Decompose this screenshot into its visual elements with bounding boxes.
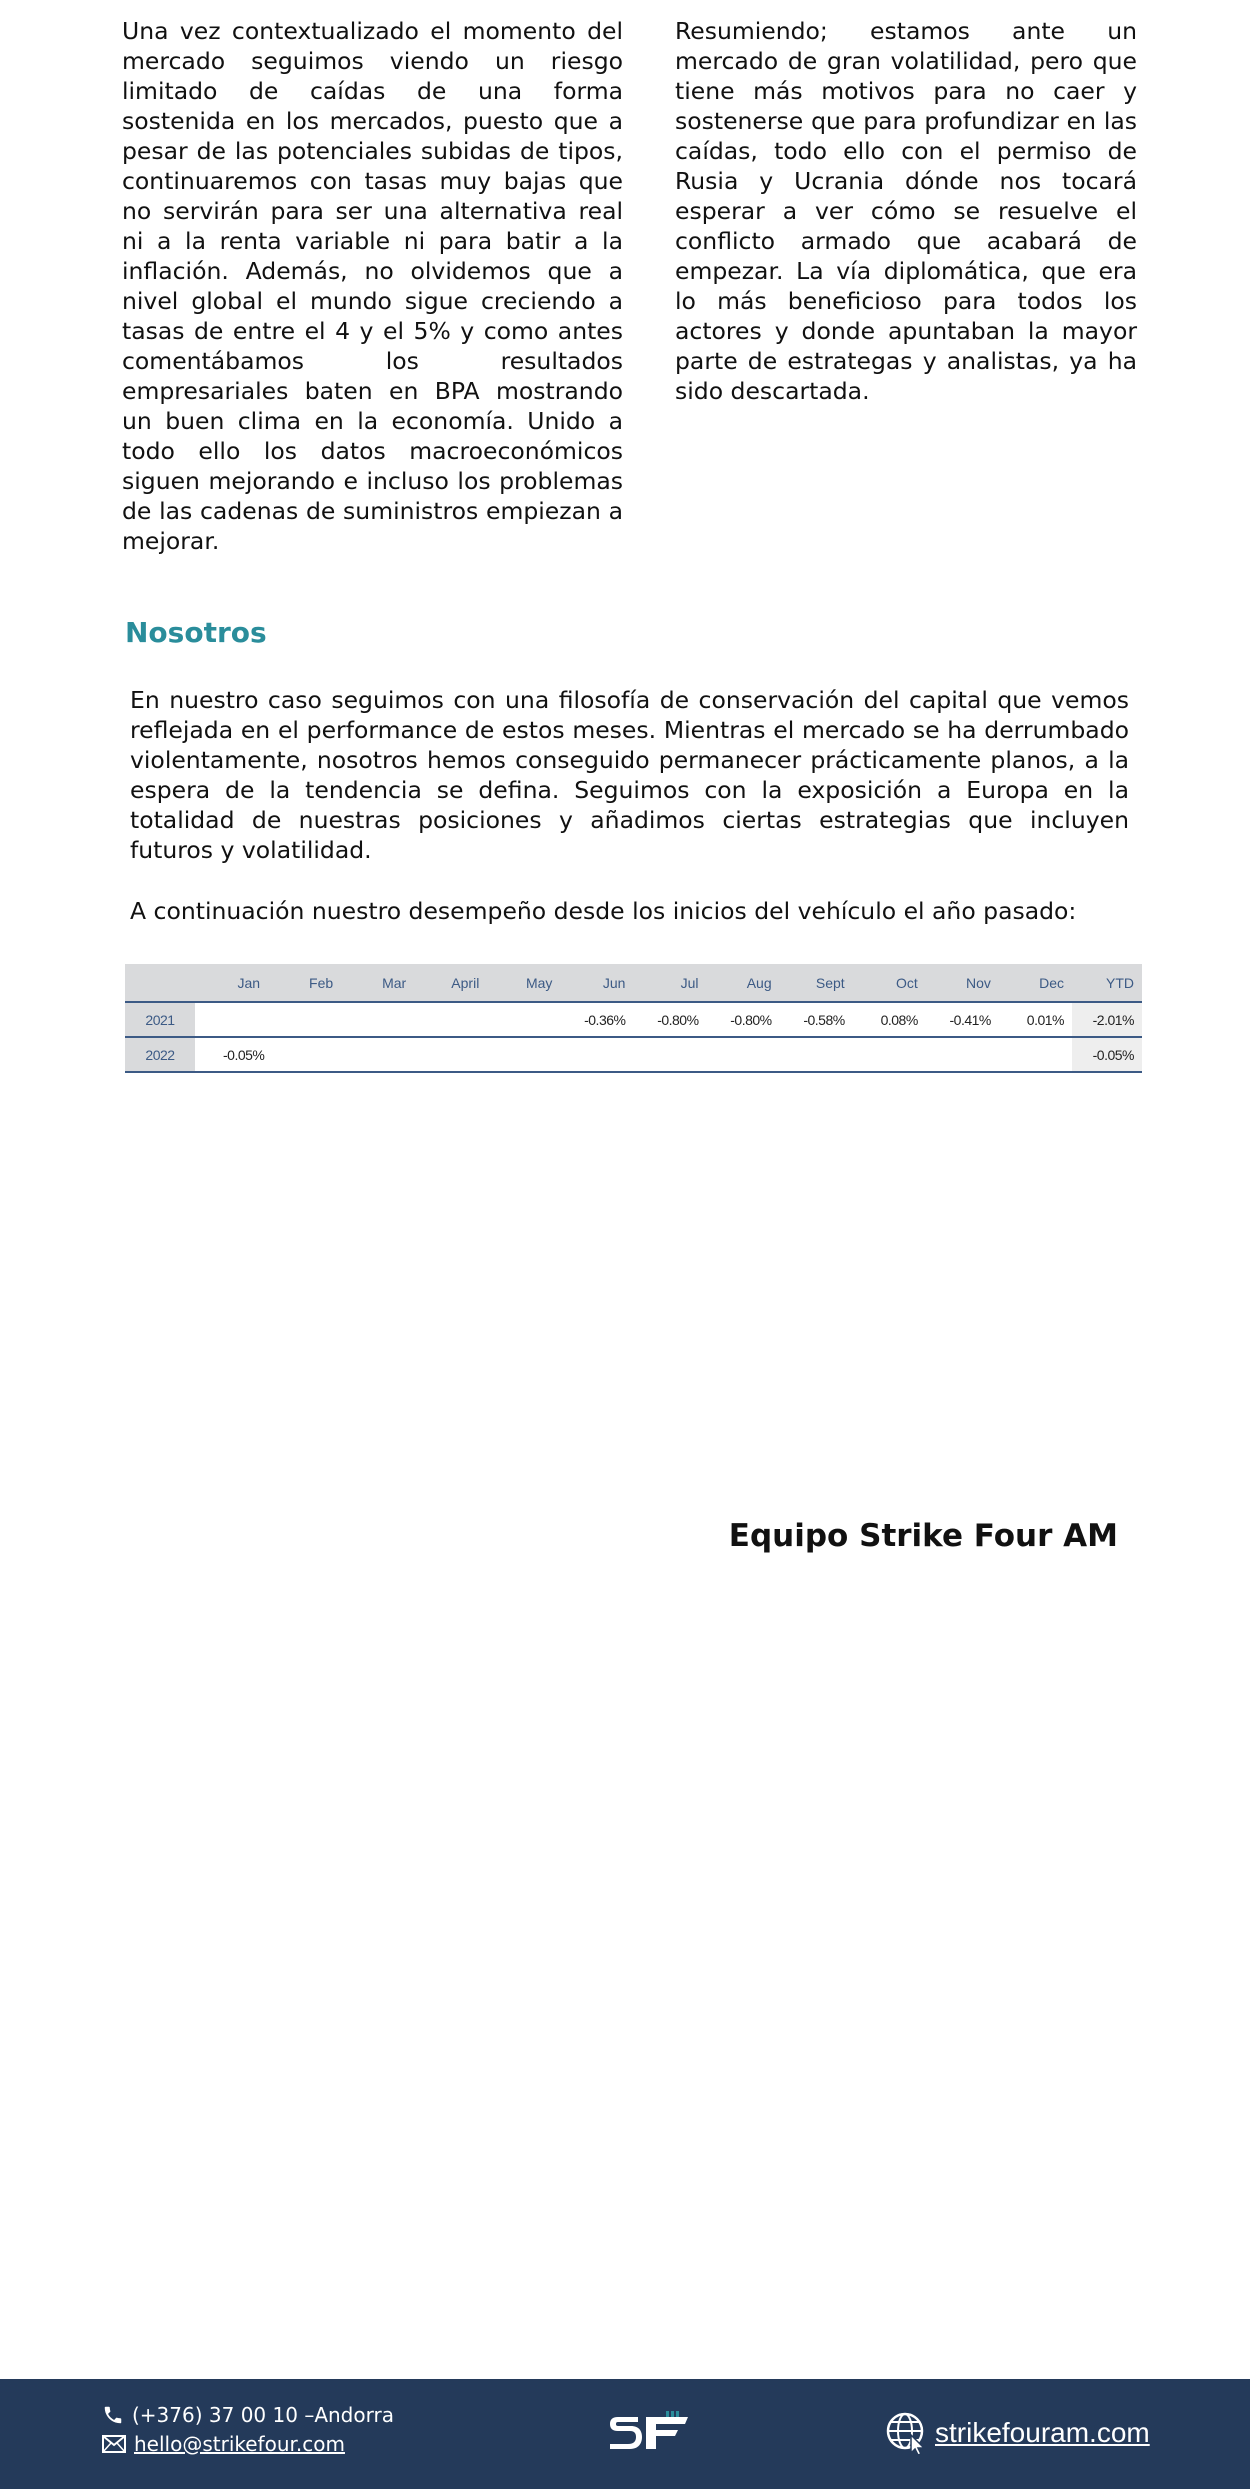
- table-cell: -0.80%: [707, 1002, 780, 1037]
- table-cell: [195, 1002, 268, 1037]
- mail-icon: [102, 2435, 126, 2453]
- phone-text: (+376) 37 00 10 –Andorra: [132, 2403, 394, 2427]
- right-column-text: Resumiendo; estamos ante un mercado de gran volatilidad, pero que tiene más motivos para no caer y sostenerse que para profundizar en las caídas, todo ello con el permiso de Rusia y Ucrania dónde nos tocará esperar a ver cómo se resuelve el conflicto armado que acabará de empezar. La vía diplomática, que era lo más beneficioso para todos los actores y donde apuntaban la mayor parte de estrategas y analistas, ya ha sido descartada.: [675, 17, 1137, 405]
- section-paragraph: En nuestro caso seguimos con una filosofía de conservación del capital que vemos reflejada en el performance de estos meses. Mientras el mercado se ha derrumbado violentamente, nosotros hemos conseguido permanecer prácticamente planos, a la espera de la tendencia se defina. Seguimos con la exposición a Europa en la totalidad de nuestras posiciones y añadimos ciertas estrategias que incluyen futuros y volatilidad.: [130, 686, 1129, 864]
- phone-icon: [102, 2404, 124, 2426]
- table-cell: [268, 1002, 341, 1037]
- table-cell: [707, 1037, 780, 1072]
- table-cell: [487, 1002, 560, 1037]
- table-header-cell: Jan: [195, 964, 268, 1002]
- table-header-cell: Sept: [780, 964, 853, 1002]
- table-intro-paragraph: A continuación nuestro desempeño desde los inicios del vehículo el año pasado:: [130, 897, 1077, 925]
- ytd-cell: -2.01%: [1072, 1002, 1142, 1037]
- table-header-row: [125, 964, 1142, 1002]
- sf-logo-icon: [606, 2411, 694, 2455]
- table-header-cell: Aug: [707, 964, 780, 1002]
- table-header-cell: April: [414, 964, 487, 1002]
- table-header-cell: YTD: [1072, 964, 1142, 1002]
- website-link-wrapper[interactable]: [885, 2411, 1150, 2455]
- table-header-cell: Nov: [926, 964, 999, 1002]
- table-cell: [341, 1002, 414, 1037]
- year-cell: 2021: [125, 1002, 195, 1037]
- table-cell: 0.08%: [853, 1002, 926, 1037]
- globe-cursor-icon: [885, 2411, 929, 2455]
- ytd-cell: -0.05%: [1072, 1037, 1142, 1072]
- table-cell: -0.41%: [926, 1002, 999, 1037]
- table-header-cell: Feb: [268, 964, 341, 1002]
- left-column-text: Una vez contextualizado el momento del mercado seguimos viendo un riesgo limitado de caídas de una forma sostenida en los mercados, puesto que a pesar de las potenciales subidas de tipos, continuaremos con tasas muy bajas que no servirán para ser una alternativa real ni a la renta variable ni para batir a la inflación. Además, no olvidemos que a nivel global el mundo sigue creciendo a tasas de entre el 4 y el 5% y como antes comentábamos los resultados empresariales baten en BPA mostrando un buen clima en la economía. Unido a todo ello los datos macroeconómicos siguen mejorando e incluso los problemas de las cadenas de suministros empiezan a mejorar.: [122, 17, 623, 555]
- section-title: Nosotros: [125, 616, 267, 649]
- table-cell: 0.01%: [999, 1002, 1072, 1037]
- table-cell: [780, 1037, 853, 1072]
- table-row: [125, 1037, 1142, 1072]
- performance-table: [125, 964, 1142, 1073]
- table-header-cell: Mar: [341, 964, 414, 1002]
- table-header-cell: Jul: [633, 964, 706, 1002]
- table-cell: -0.80%: [633, 1002, 706, 1037]
- table-cell: [341, 1037, 414, 1072]
- table-row: [125, 1002, 1142, 1037]
- table-header-cell: Oct: [853, 964, 926, 1002]
- email-link[interactable]: hello@strikefour.com: [134, 2432, 345, 2456]
- table-cell: [414, 1002, 487, 1037]
- website-link[interactable]: strikefouram.com: [935, 2417, 1150, 2448]
- table-cell: -0.36%: [560, 1002, 633, 1037]
- table-cell: -0.58%: [780, 1002, 853, 1037]
- phone-contact: [102, 2403, 394, 2427]
- table-header-cell: Dec: [999, 964, 1072, 1002]
- table-cell: [633, 1037, 706, 1072]
- table-header-cell: [125, 964, 195, 1002]
- footer: [0, 2379, 1250, 2489]
- year-cell: 2022: [125, 1037, 195, 1072]
- table-cell: [999, 1037, 1072, 1072]
- table-cell: [926, 1037, 999, 1072]
- sf-logo: [606, 2411, 694, 2459]
- table-cell: [268, 1037, 341, 1072]
- email-contact[interactable]: [102, 2432, 345, 2456]
- table-header-cell: May: [487, 964, 560, 1002]
- table-cell: [414, 1037, 487, 1072]
- table-cell: [853, 1037, 926, 1072]
- table-cell: -0.05%: [195, 1037, 268, 1072]
- table-cell: [487, 1037, 560, 1072]
- signature: Equipo Strike Four AM: [728, 1518, 1118, 1554]
- table-cell: [560, 1037, 633, 1072]
- table-header-cell: Jun: [560, 964, 633, 1002]
